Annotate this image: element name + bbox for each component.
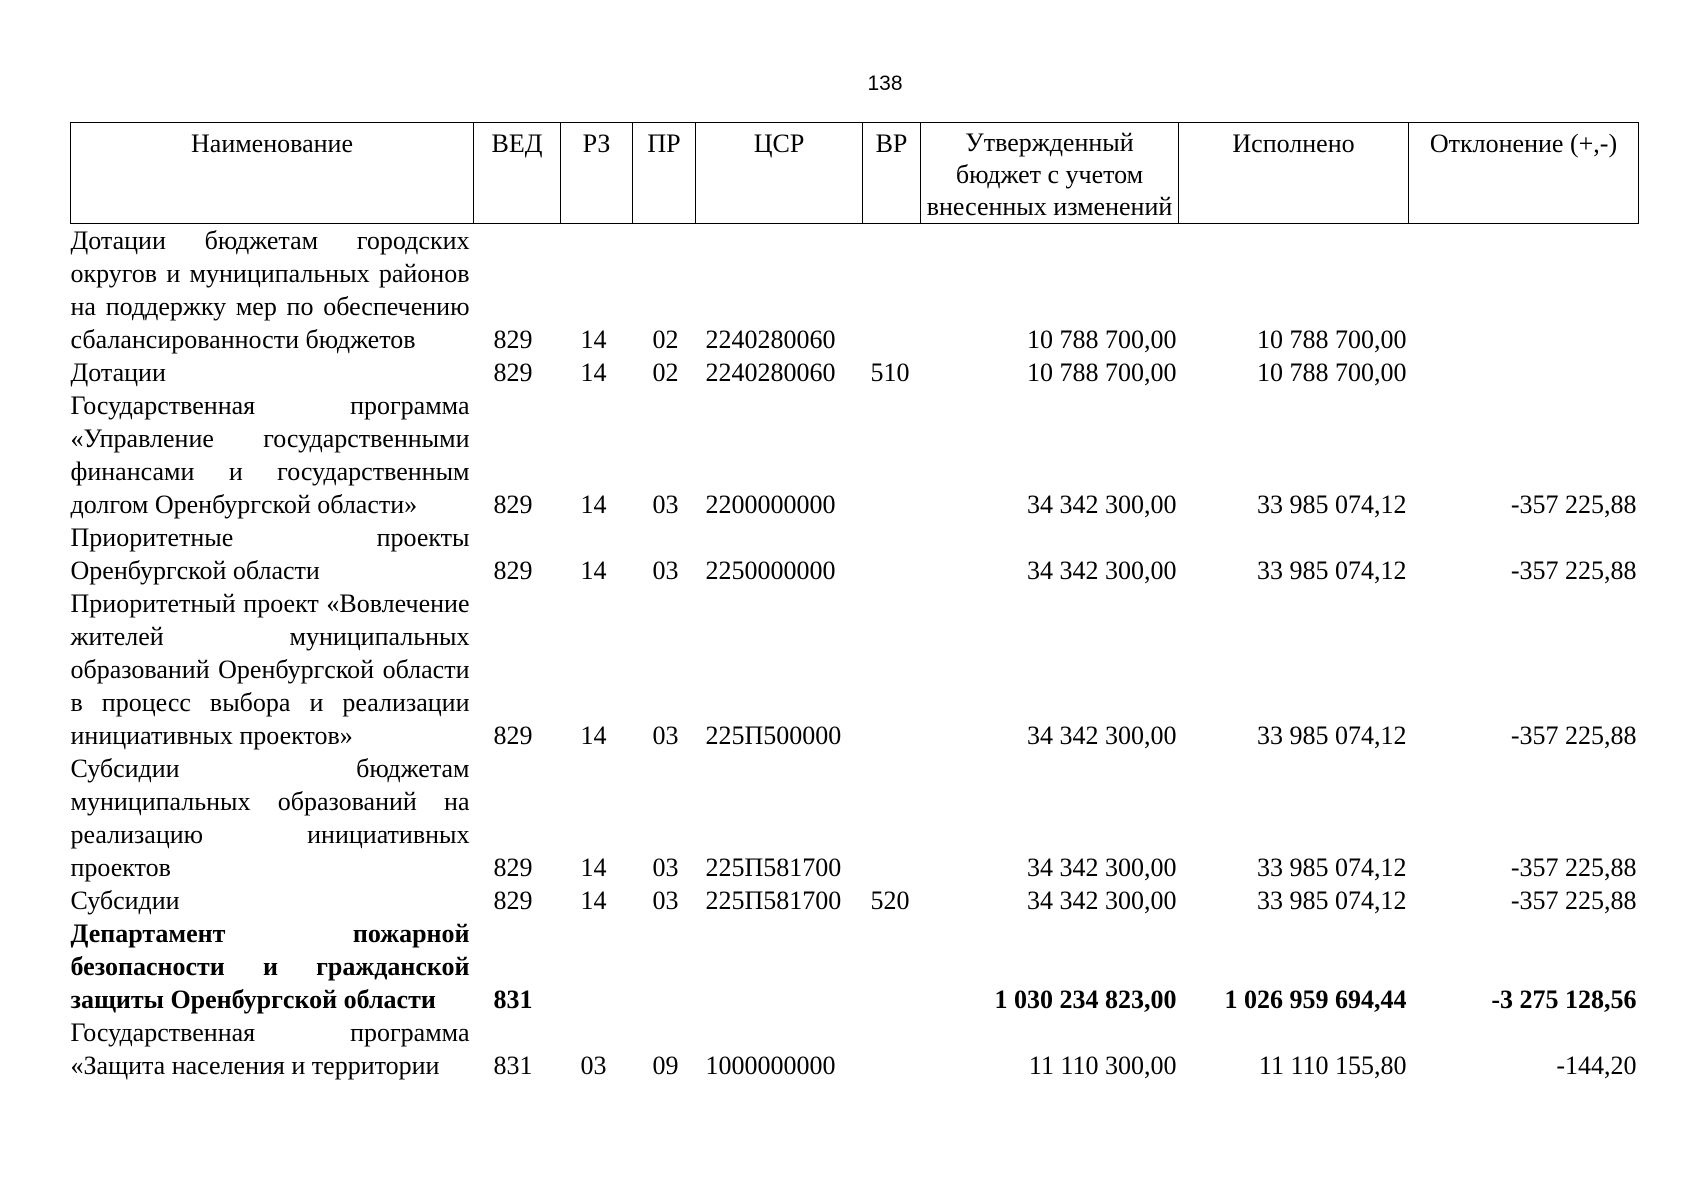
budget-execution-table <box>70 122 1639 1082</box>
cell-deviation: -357 225,88 <box>1510 556 1637 585</box>
cell-pr: 03 <box>652 556 679 585</box>
header-vr: ВР <box>863 123 921 224</box>
cell-ved: 829 <box>493 358 533 387</box>
cell-pr: 09 <box>652 1051 679 1080</box>
header-ved: ВЕД <box>474 123 561 224</box>
cell-pr: 03 <box>652 721 679 750</box>
cell-approved: 34 342 300,00 <box>1027 490 1177 519</box>
table-row <box>71 884 1639 917</box>
cell-vr <box>863 752 921 884</box>
header-approved: Утвержденный бюджет с учетом внесенных изменений <box>921 123 1179 224</box>
cell-ved: 831 <box>493 1051 533 1080</box>
header-name: Наименование <box>71 123 474 224</box>
cell-csr: 2250000000 <box>705 556 836 585</box>
cell-ved: 829 <box>493 721 533 750</box>
cell-vr: 520 <box>870 886 910 915</box>
cell-csr: 225П581700 <box>705 853 842 882</box>
cell-csr <box>696 917 863 1016</box>
cell-executed: 10 788 700,00 <box>1257 358 1407 387</box>
cell-executed: 33 985 074,12 <box>1257 886 1407 915</box>
table-row <box>71 587 1639 752</box>
header-executed: Исполнено <box>1179 123 1409 224</box>
cell-name: Дотации бюджетам городских округов и муниципальных районов на поддержку мер по обеспечению сбалансированности бюджетов <box>70 226 470 354</box>
cell-rz: 14 <box>580 721 607 750</box>
cell-executed: 11 110 155,80 <box>1258 1051 1407 1080</box>
header-pr: ПР <box>633 123 696 224</box>
cell-deviation: -357 225,88 <box>1510 886 1637 915</box>
cell-name: Государственная программа «Защита населения и территории <box>70 1018 470 1080</box>
cell-executed: 33 985 074,12 <box>1257 721 1407 750</box>
table-row <box>71 389 1639 521</box>
cell-pr <box>633 917 696 1016</box>
page-number: 138 <box>867 72 903 95</box>
cell-rz: 14 <box>580 490 607 519</box>
cell-rz: 14 <box>580 358 607 387</box>
cell-vr <box>863 521 921 587</box>
cell-pr: 03 <box>652 490 679 519</box>
cell-ved: 829 <box>493 853 533 882</box>
cell-approved: 11 110 300,00 <box>1028 1051 1177 1080</box>
cell-ved: 829 <box>493 490 533 519</box>
cell-deviation: -357 225,88 <box>1510 721 1637 750</box>
cell-deviation: -144,20 <box>1556 1051 1637 1080</box>
cell-executed: 1 026 959 694,44 <box>1224 985 1407 1014</box>
cell-approved: 10 788 700,00 <box>1027 325 1177 354</box>
cell-csr: 225П500000 <box>705 721 842 750</box>
table-row <box>71 521 1639 587</box>
cell-approved: 34 342 300,00 <box>1027 556 1177 585</box>
cell-name: Департамент пожарной безопасности и гражданской защиты Оренбургской области <box>70 919 470 1014</box>
cell-approved: 34 342 300,00 <box>1027 853 1177 882</box>
cell-rz: 14 <box>580 325 607 354</box>
cell-csr: 1000000000 <box>705 1051 836 1080</box>
cell-approved: 10 788 700,00 <box>1027 358 1177 387</box>
table-body <box>71 224 1639 1083</box>
table-row <box>71 1016 1639 1082</box>
cell-deviation <box>1409 224 1639 357</box>
cell-approved: 34 342 300,00 <box>1027 721 1177 750</box>
cell-pr: 02 <box>652 325 679 354</box>
cell-csr: 225П581700 <box>705 886 842 915</box>
cell-name: Приоритетный проект «Вовлечение жителей муниципальных образований Оренбургской области в процесс выбора и реализации инициативных проектов» <box>70 589 470 750</box>
header-deviation: Отклонение (+,-) <box>1409 123 1639 224</box>
cell-executed: 10 788 700,00 <box>1257 325 1407 354</box>
cell-vr <box>863 1016 921 1082</box>
cell-rz: 14 <box>580 886 607 915</box>
cell-name: Государственная программа «Управление государственными финансами и государственным долгом Оренбургской области» <box>70 391 470 519</box>
cell-ved: 831 <box>493 985 533 1014</box>
cell-csr: 2200000000 <box>705 490 836 519</box>
cell-deviation: -357 225,88 <box>1510 490 1637 519</box>
cell-vr: 510 <box>870 358 910 387</box>
cell-vr <box>863 587 921 752</box>
cell-pr: 03 <box>652 886 679 915</box>
cell-csr: 2240280060 <box>705 325 836 354</box>
header-csr: ЦСР <box>696 123 863 224</box>
table-row <box>71 224 1639 357</box>
cell-csr: 2240280060 <box>705 358 836 387</box>
cell-ved: 829 <box>493 325 533 354</box>
cell-ved: 829 <box>493 556 533 585</box>
cell-deviation: -357 225,88 <box>1510 853 1637 882</box>
cell-executed: 33 985 074,12 <box>1257 490 1407 519</box>
cell-deviation <box>1409 356 1639 389</box>
header-rz: РЗ <box>561 123 633 224</box>
cell-rz <box>561 917 633 1016</box>
cell-executed: 33 985 074,12 <box>1257 556 1407 585</box>
cell-ved: 829 <box>493 886 533 915</box>
cell-deviation: -3 275 128,56 <box>1491 985 1637 1014</box>
table-row <box>71 917 1639 1016</box>
table-row <box>71 752 1639 884</box>
cell-approved: 34 342 300,00 <box>1027 886 1177 915</box>
cell-name: Субсидии <box>70 886 180 915</box>
cell-name: Дотации <box>70 358 166 387</box>
cell-vr <box>863 917 921 1016</box>
cell-rz: 03 <box>580 1051 607 1080</box>
cell-vr <box>863 389 921 521</box>
table-row <box>71 356 1639 389</box>
cell-rz: 14 <box>580 853 607 882</box>
cell-executed: 33 985 074,12 <box>1257 853 1407 882</box>
cell-pr: 03 <box>652 853 679 882</box>
table-header-row <box>71 123 1639 224</box>
cell-pr: 02 <box>652 358 679 387</box>
cell-vr <box>863 224 921 357</box>
cell-approved: 1 030 234 823,00 <box>994 985 1177 1014</box>
cell-rz: 14 <box>580 556 607 585</box>
cell-name: Субсидии бюджетам муниципальных образований на реализацию инициативных проектов <box>70 754 470 882</box>
cell-name: Приоритетные проекты Оренбургской области <box>70 523 470 585</box>
